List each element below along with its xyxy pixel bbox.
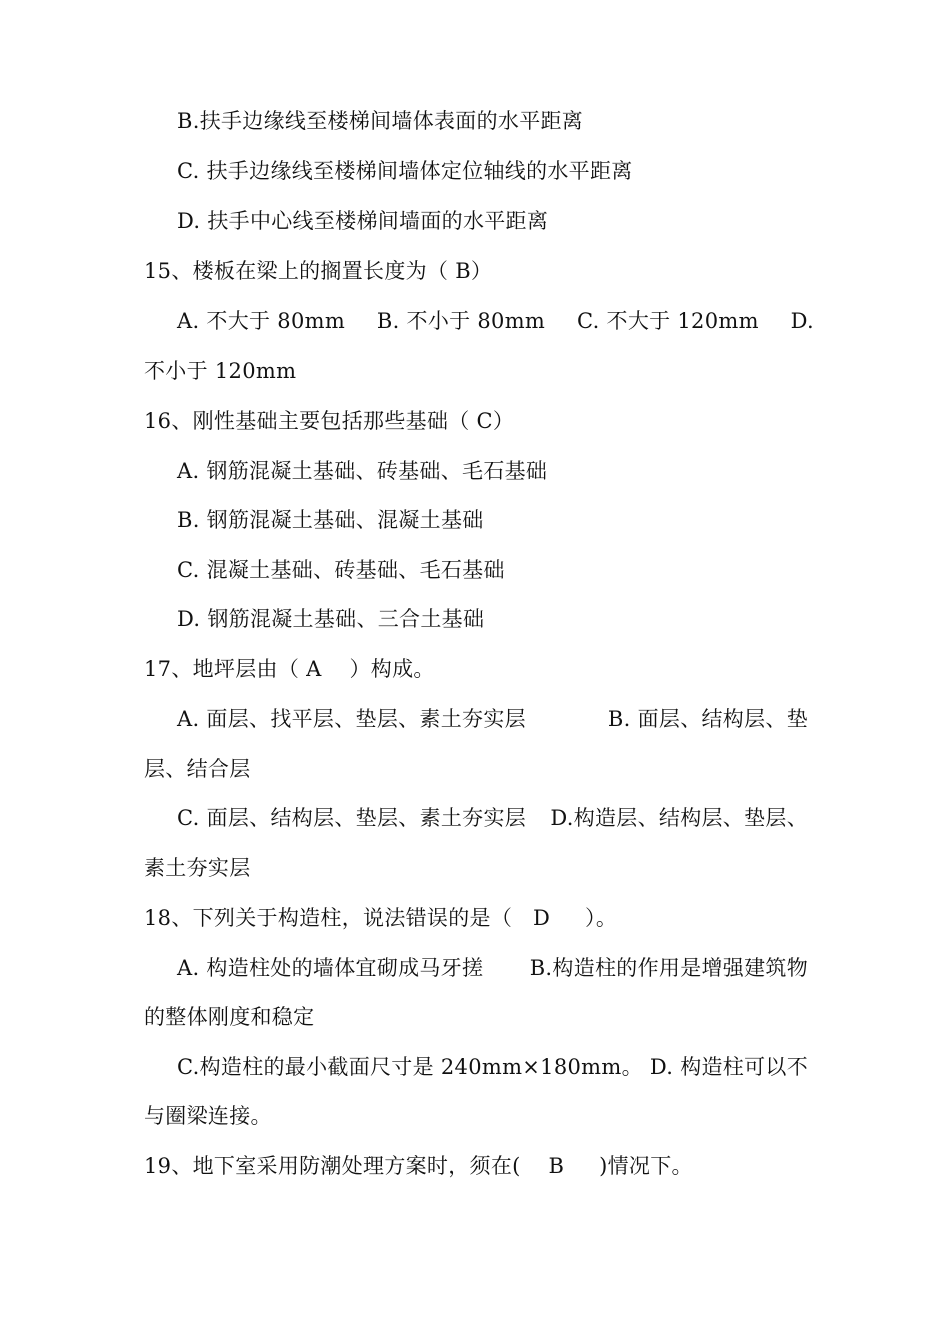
- options-q18-row2: [177, 1052, 808, 1082]
- option-b-q16: B. 钢筋混凝土基础、混凝土基础: [177, 508, 484, 532]
- option-b-q17-end: 层、结合层: [144, 757, 251, 781]
- options-q15: [177, 306, 814, 336]
- option-d-q15-text: 不小于 120mm: [144, 359, 297, 383]
- option-b-q15: B. 不小于 80mm: [376, 309, 546, 333]
- option-d-q18-start: D. 构造柱可以不: [649, 1055, 808, 1079]
- option-b-q17-start: B. 面层、结构层、垫: [607, 707, 808, 731]
- question-18: 18、下列关于构造柱，说法错误的是（ D ）。: [144, 906, 618, 930]
- option-a-q16: A. 钢筋混凝土基础、砖基础、毛石基础: [177, 459, 548, 483]
- option-d-q14: D. 扶手中心线至楼梯间墙面的水平距离: [177, 209, 549, 233]
- option-d-q18-end: 与圈梁连接。: [144, 1104, 272, 1128]
- option-c-q15: C. 不大于 120mm: [576, 309, 759, 333]
- option-b-q18-end: 的整体刚度和稳定: [144, 1005, 315, 1029]
- option-a-q15: A. 不大于 80mm: [177, 309, 346, 333]
- option-c-q18: C.构造柱的最小截面尺寸是 240mm×180mm。: [177, 1055, 643, 1079]
- option-c-q17: C. 面层、结构层、垫层、素土夯实层: [177, 806, 527, 830]
- question-19: 19、地下室采用防潮处理方案时，须在( B )情况下。: [144, 1154, 693, 1178]
- option-d-q17-start: D.构造层、结构层、垫层、: [550, 806, 808, 830]
- option-a-q18: A. 构造柱处的墙体宜砌成马牙搓: [177, 956, 484, 980]
- options-q17-row1: [177, 704, 808, 734]
- option-d-q16: D. 钢筋混凝土基础、三合土基础: [177, 607, 485, 631]
- option-c-q14: C. 扶手边缘线至楼梯间墙体定位轴线的水平距离: [177, 159, 633, 183]
- question-16: 16、刚性基础主要包括那些基础（ C）: [144, 409, 515, 433]
- question-15: 15、楼板在梁上的搁置长度为（ B）: [144, 259, 493, 283]
- option-a-q17: A. 面层、找平层、垫层、素土夯实层: [177, 707, 526, 731]
- option-b-q14: B.扶手边缘线至楼梯间墙体表面的水平距离: [177, 109, 584, 133]
- question-17: 17、地坪层由（ A ）构成。: [144, 657, 435, 681]
- option-d-q15-label: D.: [790, 309, 814, 333]
- option-b-q18-start: B.构造柱的作用是增强建筑物: [529, 956, 808, 980]
- options-q17-row2: [177, 803, 808, 833]
- option-c-q16: C. 混凝土基础、砖基础、毛石基础: [177, 558, 505, 582]
- option-d-q17-end: 素土夯实层: [144, 856, 251, 880]
- options-q18-row1: [177, 953, 808, 983]
